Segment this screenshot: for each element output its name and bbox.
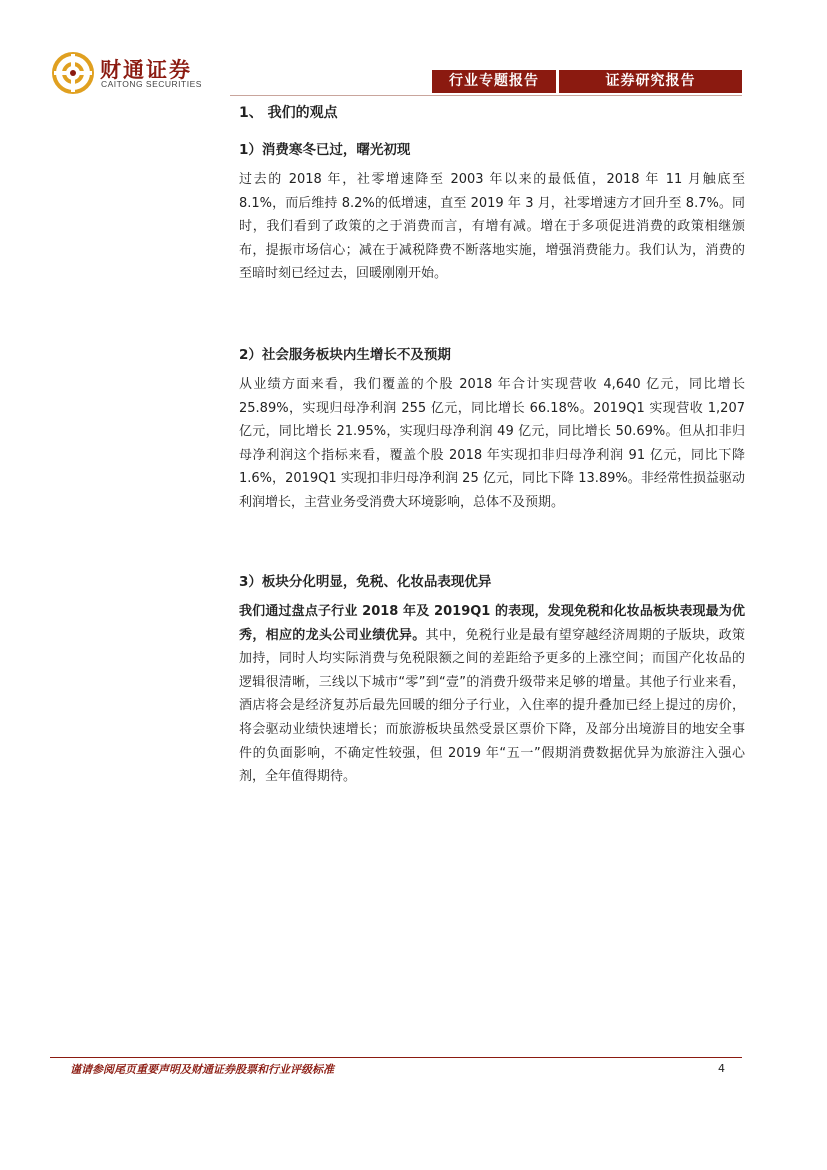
header-divider: [230, 95, 742, 96]
logo-english-name: CAITONG SECURITIES: [101, 79, 202, 89]
subsection-paragraph-3-body: 其中，免税行业是最有望穿越经济周期的子版块，政策加持，同时人均实际消费与免税限额之间的差距给予更多的上涨空间；而国产化妆品的逻辑很清晰，三线以下城市“零”到“壹”的消费升级带来足够的增量。其他子行业来看，酒店将会是经济复苏后最先回暖的细分子行业，入住率的提升叠加已经上提过的房价，将会驱动业绩快速增长；而旅游板块虽然受景区票价下降，及部分出境游目的地安全事件的负面影响，不确定性较强，但 2019 年“五一”假期消费数据优异为旅游注入强心剂，全年值得期待。: [239, 627, 745, 785]
subsection-paragraph-3: [239, 600, 745, 789]
subsection-heading-1: 1）消费寒冬已过，曙光初现: [239, 142, 411, 158]
subsection-heading-3: 3）板块分化明显，免税、化妆品表现优异: [239, 574, 492, 590]
subsection-paragraph-1: 过去的 2018 年，社零增速降至 2003 年以来的最低值，2018 年 11 月触底至 8.1%，而后维持 8.2%的低增速，直至 2019 年 3 月，社零增速方才回升至 8.7%。同时，我们看到了政策的之于消费而言，有增有减。增在于多项促进消费的政策相继颁布，提振市场信心；减在于减税降费不断落地实施，增强消费能力。我们认为，消费的至暗时刻已经过去，回暖刚刚开始。: [239, 172, 745, 282]
footer-divider: [50, 1057, 742, 1058]
report-type-tag: 行业专题报告: [449, 73, 539, 89]
logo-chinese-name: 财通证券: [100, 58, 192, 82]
footer-disclaimer: 谨请参阅尾页重要声明及财通证券股票和行业评级标准: [70, 1063, 334, 1076]
page-number: 4: [718, 1062, 725, 1075]
report-category-tag: 证券研究报告: [605, 73, 696, 89]
subsection-heading-2: 2）社会服务板块内生增长不及预期: [239, 347, 451, 363]
caitong-logo: [52, 52, 222, 94]
caitong-logo-icon: [52, 52, 94, 94]
section-title: 1、 我们的观点: [239, 105, 338, 121]
subsection-paragraph-2: 从业绩方面来看，我们覆盖的个股 2018 年合计实现营收 4,640 亿元，同比增长 25.89%，实现归母净利润 255 亿元，同比增长 66.18%。2019Q1 实现营收 1,207 亿元，同比增长 21.95%，实现归母净利润 49 亿元，同比增长 50.69%。但从扣非归母净利润这个指标来看，覆盖个股 2018 年实现扣非归母净利润 91 亿元，同比下降 1.6%，2019Q1 实现扣非归母净利润 25 亿元，同比下降 13.89%。非经常性损益驱动利润增长，主营业务受消费大环境影响，总体不及预期。: [239, 377, 745, 510]
subsection-paragraph-3-lead: 我们通过盘点子行业 2018 年及 2019Q1 的表现，发现免税和化妆品板块表现最为优秀，相应的龙头公司业绩优异。: [239, 604, 745, 643]
